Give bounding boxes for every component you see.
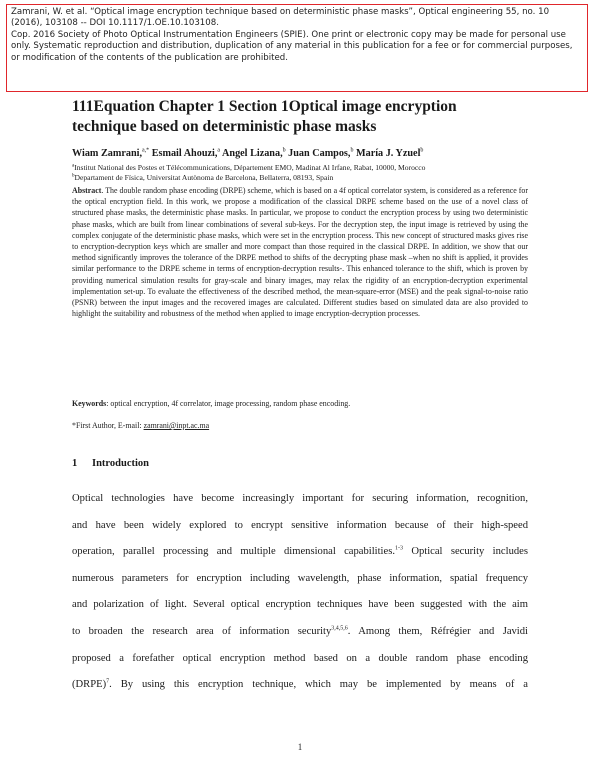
citation-ref: 3,4,5,6 xyxy=(331,625,348,632)
author-affiliation-mark: a xyxy=(217,147,221,154)
affiliation-mark: a xyxy=(72,163,75,169)
title-line-2: technique based on deterministic phase masks xyxy=(72,118,377,135)
body-line: proposed a forefather optical encryption method based on a double random phase encoding xyxy=(72,652,528,664)
author-name: Angel Lizana, xyxy=(222,148,283,159)
keywords-text: : optical encryption, 4f correlator, image processing, random phase encoding. xyxy=(106,399,351,408)
title-line-1: 111Equation Chapter 1 Section 1Optical image encryption xyxy=(72,98,457,115)
body-line xyxy=(72,539,528,566)
body-text-segment: (DRPE) xyxy=(72,679,107,691)
affiliation-text: Departament de Física, Universitat Autònoma de Barcelona, Bellaterra, 08193, Spain xyxy=(74,173,334,182)
author-name: María J. Yzuel xyxy=(356,148,421,159)
citation-ref: 7 xyxy=(106,678,110,685)
citation-ref: 1-3 xyxy=(394,545,403,552)
copyright-notice-box xyxy=(6,4,588,92)
author-name: Juan Campos, xyxy=(288,148,351,159)
body-line: and have been widely explored to encrypt sensitive information because of their high-speed xyxy=(72,519,528,531)
abstract-text: . The double random phase encoding (DRPE) scheme, which is based on a 4f optical correlator system, is considered as a reference for the optical encryption field. In this work, we propose a modification of the classical DRPE scheme based on the use of a novel class of structured phase masks, the deterministic phase masks. In particular, we propose to conduct the encryption process by using two deterministic phase masks, which are built from linear combinations of several sub-keys. For the decryption step, the input image is retrieved by using the complex conjugate of the deterministic phase masks, which were set in the encryption process. This new concept of structured masks gives rise to encryption-decryption keys which are smaller and more compact than those required in the classical DRPE. In addition, we show that our method significantly improves the tolerance of the DRPE method to shifts of the decrypting phase mask –when no shift is applied, it provides similar performance to the DRPE scheme in terms of encryption-decryption results-. This enhanced tolerance to the shift, which is proven by providing numerical simulation results for gray-scale and binary images, may relax the rigidity of an encryption-decryption experimental implementation set-up. To evaluate the effectiveness of the described method, the mean-square-error (MSE) and the peak signal-to-noise ratio (PSNR) between the input images and the recovered images are calculated. Different studies based on simulated data are also provided to highlight the suitability and robustness of the method when applied to image encryption-decryption processes. xyxy=(72,186,528,319)
abstract-label: Abstract xyxy=(72,186,102,195)
affiliation-mark: b xyxy=(72,173,75,179)
body-line xyxy=(72,619,528,646)
introduction-body xyxy=(72,486,528,699)
keywords-label: Keywords xyxy=(72,399,107,408)
first-author-label: *First Author, E-mail: xyxy=(72,421,144,430)
body-text-segment: . Among them, Réfrégier and Javidi xyxy=(347,625,528,637)
corresponding-author xyxy=(72,421,528,430)
page-number: 1 xyxy=(297,742,303,752)
body-line: Optical technologies have become increasingly important for securing information, recognition, xyxy=(72,493,528,504)
keywords xyxy=(72,399,528,408)
affiliation-b xyxy=(72,173,552,182)
copyright-text: Cop. 2016 Society of Photo Optical Instrumentation Engineers (SPIE). One print or electronic copy may be made for personal use only. Systematic reproduction and distribution, duplication of any material in this publication for a fee or for commercial purposes, or modification of the contents of the publication are prohibited. xyxy=(11,29,573,63)
body-text-segment: Optical security includes xyxy=(402,546,528,558)
section-number: 1 xyxy=(72,458,78,469)
author-email-link[interactable]: zamrani@inpt.ac.ma xyxy=(143,421,210,430)
author-affiliation-mark: b xyxy=(350,147,354,154)
body-line: numerous parameters for encryption including wavelength, phase information, spatial frequency xyxy=(72,572,528,584)
affiliation-a xyxy=(72,163,552,172)
author-list xyxy=(72,148,552,159)
citation-text: Zamrani, W. et al. “Optical image encryption technique based on deterministic phase masks”, Optical engineering 55, no. 10 (2016), 103108 -- DOI 10.1117/1.OE.10.103108. xyxy=(11,7,550,29)
author-affiliation-mark: a,* xyxy=(142,147,150,154)
affiliation-text: Institut National des Postes et Télécommunications, Département EMO, Madinat Al Irfane, Rabat, 10000, Morocco xyxy=(74,163,426,172)
section-heading xyxy=(72,458,149,469)
body-line: and polarization of light. Several optical encryption techniques have been suggested with the aim xyxy=(72,599,528,611)
body-text-segment: to broaden the research area of information security xyxy=(72,625,332,637)
abstract xyxy=(72,185,528,319)
author-affiliation-mark: b xyxy=(420,147,424,154)
body-text-segment: . By using this encryption technique, which may be implemented by means of a xyxy=(109,679,528,691)
author-name: Esmail Ahouzi, xyxy=(151,148,218,159)
section-title: Introduction xyxy=(92,458,149,469)
paper-title xyxy=(72,97,542,137)
author-affiliation-mark: b xyxy=(282,147,286,154)
body-text-segment: operation, parallel processing and multiple dimensional capabilities. xyxy=(72,546,395,558)
body-line xyxy=(72,672,528,699)
author-name: Wiam Zamrani, xyxy=(72,148,142,159)
